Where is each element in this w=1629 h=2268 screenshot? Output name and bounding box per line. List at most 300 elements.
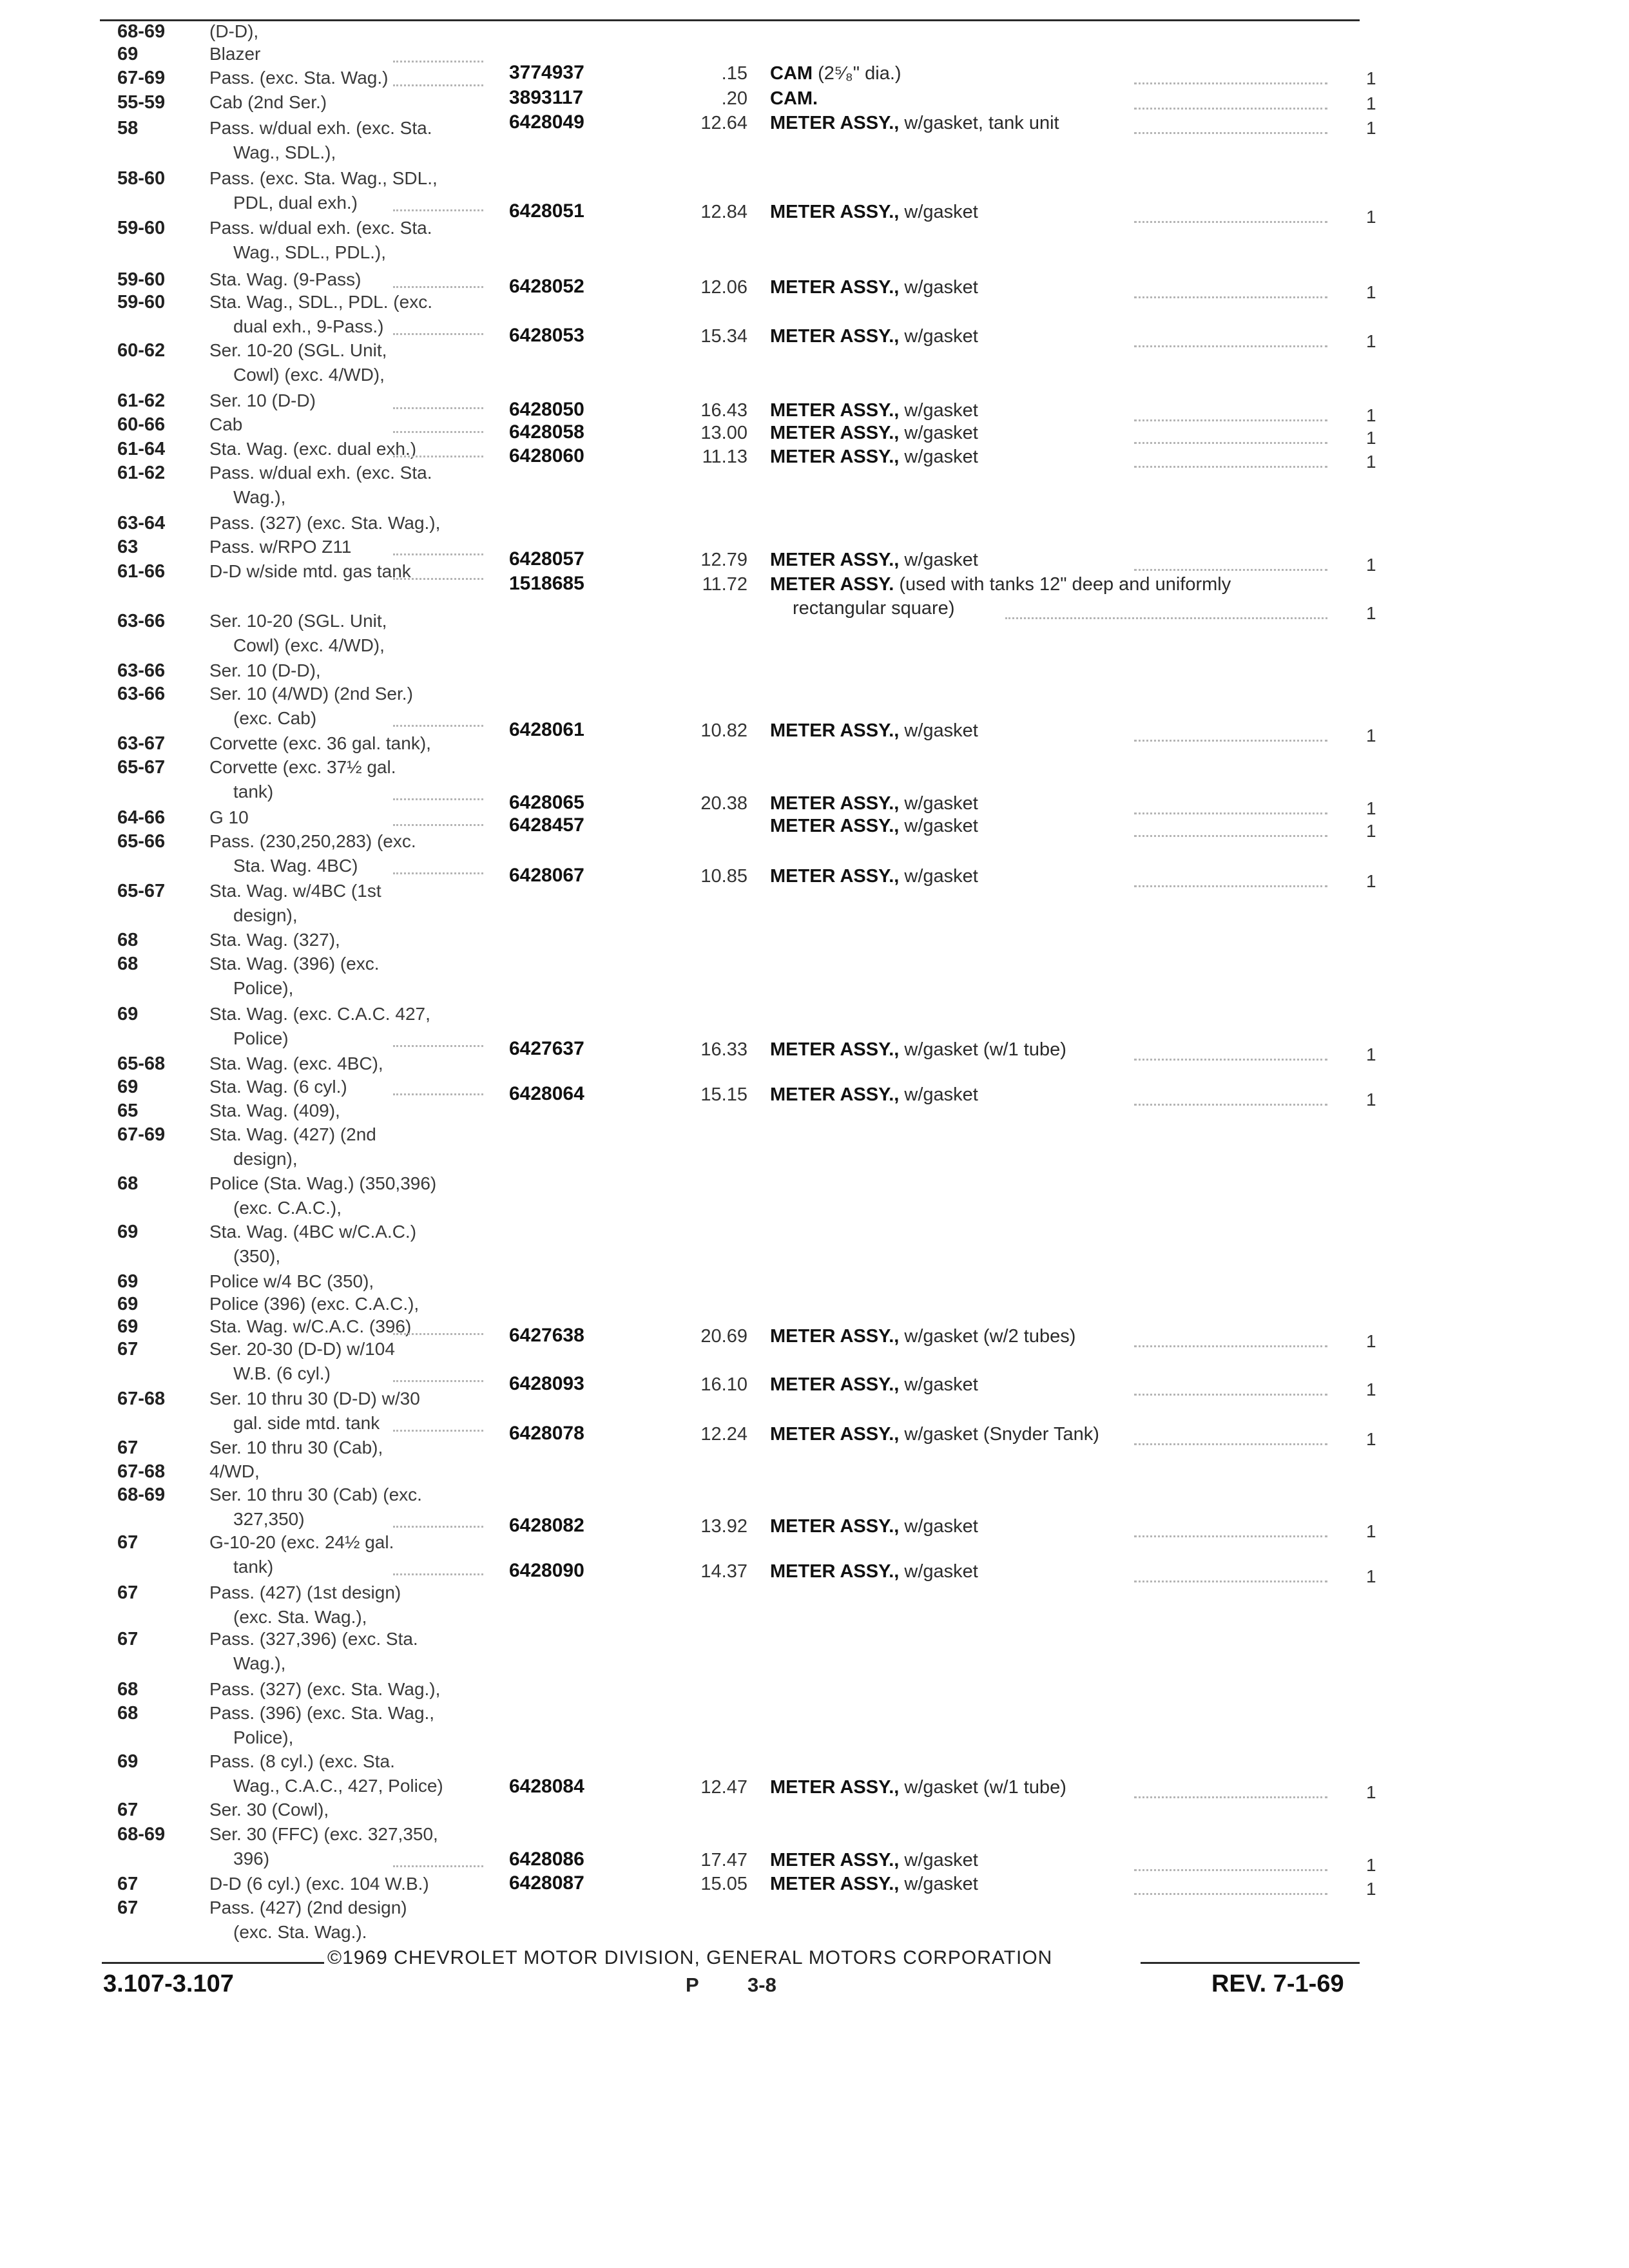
model-years: 68-69 <box>117 1485 166 1505</box>
application: Ser. 30 (Cowl), <box>209 1800 329 1820</box>
part-description <box>770 448 978 466</box>
list-price: 20.38 <box>700 793 747 814</box>
part-name: CAM. <box>770 88 818 109</box>
description-leader-dots <box>1134 1869 1327 1871</box>
application-leader-dots <box>393 1380 483 1382</box>
model-years: 61-66 <box>117 561 166 582</box>
application-leader-dots <box>393 431 483 433</box>
description-leader-dots <box>1134 82 1327 84</box>
list-price: 10.82 <box>700 720 747 741</box>
footer-rule-right <box>1141 1962 1360 1964</box>
part-number: 6428049 <box>509 111 584 133</box>
quantity: 1 <box>1366 821 1376 841</box>
application-leader-dots <box>393 578 483 580</box>
list-price: 20.69 <box>700 1326 747 1347</box>
application-continued: Police), <box>233 1727 294 1747</box>
copyright-line: ©1969 CHEVROLET MOTOR DIVISION, GENERAL MOTORS CORPORATION <box>327 1947 1053 1968</box>
part-name: METER ASSY., <box>770 1424 900 1445</box>
application: Blazer <box>209 44 261 64</box>
application-continued: Wag., SDL., PDL.), <box>233 242 387 262</box>
application: Police (396) (exc. C.A.C.), <box>209 1294 419 1314</box>
part-detail: w/gasket (w/1 tube) <box>899 1039 1066 1060</box>
application: Pass. (8 cyl.) (exc. Sta. <box>209 1751 395 1771</box>
part-number: 6428087 <box>509 1872 584 1894</box>
quantity: 1 <box>1366 1044 1376 1064</box>
model-years: 65-67 <box>117 881 166 901</box>
model-years: 69 <box>117 1294 139 1314</box>
description-leader-dots <box>1134 1535 1327 1537</box>
application-continued: Police), <box>233 978 294 998</box>
model-years: 60-62 <box>117 340 166 361</box>
application-continued: Cowl) (exc. 4/WD), <box>233 635 385 655</box>
application-continued: Police) <box>233 1028 289 1048</box>
application-continued: dual exh., 9-Pass.) <box>233 316 384 336</box>
description-leader-dots <box>1134 1796 1327 1798</box>
revision-date: REV. 7-1-69 <box>1211 1970 1344 1997</box>
quantity: 1 <box>1366 1879 1376 1899</box>
application: Ser. 10 thru 30 (Cab) (exc. <box>209 1485 422 1504</box>
model-years: 69 <box>117 44 139 64</box>
part-number: 6428067 <box>509 865 584 886</box>
model-years: 67 <box>117 1629 139 1649</box>
part-description <box>770 575 1231 594</box>
list-price: 13.00 <box>700 423 747 443</box>
part-number: 6428061 <box>509 719 584 740</box>
application: Ser. 20-30 (D-D) w/104 <box>209 1339 395 1359</box>
application-leader-dots <box>393 872 483 874</box>
description-leader-dots <box>1134 1893 1327 1895</box>
application: Cab (2nd Ser.) <box>209 92 327 112</box>
application: Ser. 30 (FFC) (exc. 327,350, <box>209 1824 438 1844</box>
part-name: METER ASSY., <box>770 1777 900 1798</box>
application: Ser. 10 (D-D) <box>209 390 316 410</box>
model-years: 67-69 <box>117 1124 166 1145</box>
application: Ser. 10 (D-D), <box>209 660 321 680</box>
quantity: 1 <box>1366 555 1376 575</box>
application-continued: Wag., C.A.C., 427, Police) <box>233 1776 443 1796</box>
application: Sta. Wag. w/C.A.C. (396) <box>209 1316 412 1336</box>
application: Pass. (exc. Sta. Wag., SDL., <box>209 168 438 188</box>
application: Ser. 10 thru 30 (D-D) w/30 <box>209 1389 420 1408</box>
application-continued: (exc. Sta. Wag.). <box>233 1922 367 1942</box>
part-detail: w/gasket <box>899 1561 978 1582</box>
part-name: METER ASSY., <box>770 720 900 741</box>
part-number: 6428065 <box>509 792 584 813</box>
application-leader-dots <box>393 456 483 457</box>
part-number: 6428084 <box>509 1776 584 1797</box>
section-code: 3.107-3.107 <box>103 1970 234 1997</box>
model-years: 63-66 <box>117 611 166 631</box>
model-years: 59-60 <box>117 292 166 312</box>
application-leader-dots <box>393 84 483 86</box>
part-name: METER ASSY., <box>770 1039 900 1060</box>
model-years: 68-69 <box>117 21 166 42</box>
part-detail: (used with tanks 12" deep and uniformly <box>894 574 1231 595</box>
part-number: 6428078 <box>509 1423 584 1444</box>
application-continued: 396) <box>233 1849 270 1869</box>
part-description-continued: rectangular square) <box>793 598 955 619</box>
quantity: 1 <box>1366 1855 1376 1875</box>
description-leader-dots <box>1134 108 1327 110</box>
application-continued: PDL, dual exh.) <box>233 193 358 213</box>
part-detail: w/gasket <box>899 1084 978 1105</box>
application: Cab <box>209 414 243 434</box>
model-years: 63-64 <box>117 513 166 533</box>
application-continued: (exc. C.A.C.), <box>233 1198 342 1218</box>
description-leader-dots <box>1134 569 1327 571</box>
model-years: 68 <box>117 1703 139 1724</box>
application-leader-dots <box>393 1865 483 1867</box>
description-leader-dots <box>1134 1394 1327 1396</box>
quantity: 1 <box>1366 1521 1376 1541</box>
application-leader-dots <box>393 1430 483 1432</box>
application: Pass. (427) (1st design) <box>209 1582 401 1602</box>
part-detail: w/gasket <box>899 326 978 347</box>
model-years: 63-67 <box>117 733 166 754</box>
part-description <box>770 1041 1066 1059</box>
application-continued: tank) <box>233 782 274 802</box>
quantity: 1 <box>1366 428 1376 448</box>
part-detail: w/gasket <box>899 400 978 421</box>
application: Ser. 10 thru 30 (Cab), <box>209 1437 383 1457</box>
description-leader-dots <box>1134 296 1327 298</box>
application: Corvette (exc. 36 gal. tank), <box>209 733 431 753</box>
list-price: 14.37 <box>700 1561 747 1582</box>
top-rule <box>100 19 1360 21</box>
description-leader-dots <box>1134 812 1327 814</box>
part-number: 6428064 <box>509 1083 584 1104</box>
application-leader-dots <box>393 286 483 288</box>
part-description <box>770 1086 978 1104</box>
part-number: 3893117 <box>509 87 584 108</box>
part-description <box>770 867 978 886</box>
part-description <box>770 1327 1075 1346</box>
part-name: METER ASSY., <box>770 423 900 443</box>
model-years: 67-68 <box>117 1461 166 1482</box>
part-detail: w/gasket <box>899 1874 978 1894</box>
model-years: 63-66 <box>117 684 166 704</box>
part-detail: w/gasket <box>899 277 978 298</box>
model-years: 65 <box>117 1100 139 1121</box>
part-number: 3774937 <box>509 62 584 83</box>
part-detail: w/gasket <box>899 447 978 467</box>
application-continued: Sta. Wag. 4BC) <box>233 856 358 876</box>
description-leader-dots <box>1134 442 1327 444</box>
model-years: 67 <box>117 1898 139 1918</box>
part-detail: w/gasket (w/2 tubes) <box>899 1326 1076 1347</box>
quantity: 1 <box>1366 207 1376 227</box>
part-detail: (2⁵⁄₈" dia.) <box>813 63 901 84</box>
application: Sta. Wag., SDL., PDL. (exc. <box>209 292 432 312</box>
description-leader-dots <box>1134 1345 1327 1347</box>
part-number: 6428060 <box>509 445 584 466</box>
quantity: 1 <box>1366 1429 1376 1449</box>
application-continued: Wag., SDL.), <box>233 142 336 162</box>
part-description <box>770 1562 978 1581</box>
application: Sta. Wag. (exc. 4BC), <box>209 1053 383 1073</box>
list-price: 17.47 <box>700 1850 747 1870</box>
application: Pass. (396) (exc. Sta. Wag., <box>209 1703 435 1723</box>
part-name: METER ASSY., <box>770 1850 900 1870</box>
application-leader-dots <box>393 1045 483 1047</box>
quantity: 1 <box>1366 331 1376 351</box>
model-years: 67 <box>117 1874 139 1894</box>
part-detail: w/gasket <box>899 423 978 443</box>
application-continued: (exc. Sta. Wag.), <box>233 1607 367 1627</box>
list-price: 10.85 <box>700 866 747 887</box>
quantity: 1 <box>1366 603 1376 623</box>
part-number: 6428051 <box>509 200 584 222</box>
part-name: METER ASSY., <box>770 400 900 421</box>
application: Sta. Wag. (6 cyl.) <box>209 1077 347 1097</box>
model-years: 69 <box>117 1077 139 1097</box>
application-leader-dots <box>393 1093 483 1095</box>
list-price: 12.47 <box>700 1777 747 1798</box>
description-leader-dots <box>1134 1104 1327 1106</box>
part-name: METER ASSY., <box>770 113 900 133</box>
part-description <box>770 1376 978 1394</box>
model-years: 67-69 <box>117 68 166 88</box>
application-leader-dots <box>393 209 483 211</box>
model-years: 59-60 <box>117 269 166 290</box>
part-description <box>770 817 978 836</box>
description-leader-dots <box>1134 132 1327 134</box>
part-number: 6428058 <box>509 421 584 443</box>
part-detail: w/gasket <box>899 720 978 741</box>
part-name: METER ASSY., <box>770 793 900 814</box>
list-price: 12.64 <box>700 113 747 133</box>
quantity: 1 <box>1366 871 1376 891</box>
model-years: 68 <box>117 930 139 950</box>
application-continued: design), <box>233 1149 298 1169</box>
list-price: 12.84 <box>700 202 747 222</box>
part-number: 6428057 <box>509 548 584 570</box>
part-detail: w/gasket <box>899 1374 978 1395</box>
application-leader-dots <box>393 1526 483 1528</box>
page-letter: P <box>686 1974 699 1996</box>
list-price: 16.33 <box>700 1039 747 1060</box>
model-years: 67 <box>117 1339 139 1360</box>
part-number: 6428082 <box>509 1515 584 1536</box>
application: Sta. Wag. (409), <box>209 1100 340 1120</box>
model-years: 61-62 <box>117 390 166 411</box>
application: Sta. Wag. (396) (exc. <box>209 954 380 974</box>
part-name: METER ASSY., <box>770 326 900 347</box>
list-price: 12.79 <box>700 550 747 570</box>
application: Ser. 10 (4/WD) (2nd Ser.) <box>209 684 413 704</box>
application-leader-dots <box>393 553 483 555</box>
application-leader-dots <box>393 725 483 727</box>
application-continued: W.B. (6 cyl.) <box>233 1363 331 1383</box>
application: Ser. 10-20 (SGL. Unit, <box>209 611 387 631</box>
model-years: 67 <box>117 1800 139 1820</box>
quantity: 1 <box>1366 798 1376 818</box>
quantity: 1 <box>1366 1090 1376 1110</box>
part-name: METER ASSY., <box>770 1874 900 1894</box>
model-years: 61-62 <box>117 463 166 483</box>
part-description <box>770 424 978 443</box>
application-continued: Wag.), <box>233 487 286 507</box>
part-description <box>770 1875 978 1894</box>
model-years: 68 <box>117 1173 139 1194</box>
list-price: 15.05 <box>700 1874 747 1894</box>
model-years: 63-66 <box>117 660 166 681</box>
list-price: 16.43 <box>700 400 747 421</box>
model-years: 67 <box>117 1582 139 1603</box>
model-years: 67 <box>117 1532 139 1553</box>
part-name: METER ASSY., <box>770 1374 900 1395</box>
part-detail: w/gasket <box>899 816 978 836</box>
part-description <box>770 203 978 222</box>
quantity: 1 <box>1366 118 1376 138</box>
application: Pass. (230,250,283) (exc. <box>209 831 416 851</box>
application-leader-dots <box>393 824 483 826</box>
application: D-D (6 cyl.) (exc. 104 W.B.) <box>209 1874 429 1894</box>
application-continued: 327,350) <box>233 1509 305 1529</box>
application: Sta. Wag. (exc. C.A.C. 427, <box>209 1004 430 1024</box>
application: Sta. Wag. (exc. dual exh.) <box>209 439 417 459</box>
application: G-10-20 (exc. 24½ gal. <box>209 1532 394 1552</box>
part-name: METER ASSY., <box>770 550 900 570</box>
list-price: 12.06 <box>700 277 747 298</box>
part-detail: w/gasket, tank unit <box>899 113 1059 133</box>
part-detail: w/gasket <box>899 793 978 814</box>
model-years: 61-64 <box>117 439 166 459</box>
quantity: 1 <box>1366 68 1376 88</box>
application: Pass. (327) (exc. Sta. Wag.), <box>209 1679 441 1699</box>
model-years: 68 <box>117 1679 139 1700</box>
model-years: 63 <box>117 537 139 557</box>
application-continued: tank) <box>233 1557 274 1577</box>
part-name: METER ASSY., <box>770 866 900 887</box>
quantity: 1 <box>1366 1379 1376 1399</box>
part-number: 6428052 <box>509 276 584 297</box>
part-description <box>770 64 901 83</box>
list-price: .20 <box>721 88 747 109</box>
model-years: 67 <box>117 1437 139 1458</box>
application: Pass. w/dual exh. (exc. Sta. <box>209 218 432 238</box>
part-number: 6428050 <box>509 399 584 420</box>
part-detail: w/gasket (w/1 tube) <box>899 1777 1066 1798</box>
description-leader-dots <box>1134 1443 1327 1445</box>
part-description <box>770 90 818 108</box>
list-price: 11.13 <box>702 447 747 467</box>
description-leader-dots <box>1005 617 1327 619</box>
application-continued: (exc. Cab) <box>233 708 317 728</box>
part-description <box>770 551 978 570</box>
part-name: METER ASSY., <box>770 202 900 222</box>
model-years: 65-66 <box>117 831 166 852</box>
application-continued: gal. side mtd. tank <box>233 1413 380 1433</box>
part-name: CAM <box>770 63 813 84</box>
model-years: 59-60 <box>117 218 166 238</box>
part-name: METER ASSY., <box>770 1561 900 1582</box>
part-detail: w/gasket (Snyder Tank) <box>899 1424 1099 1445</box>
part-number: 6427638 <box>509 1325 584 1346</box>
list-price: 12.24 <box>700 1424 747 1445</box>
part-detail: w/gasket <box>899 550 978 570</box>
application: Sta. Wag. (427) (2nd <box>209 1124 376 1144</box>
page-number: 3-8 <box>747 1974 776 1996</box>
application-leader-dots <box>393 1333 483 1335</box>
part-description <box>770 327 978 346</box>
application: Police w/4 BC (350), <box>209 1271 374 1291</box>
footer-rule-left <box>102 1962 324 1964</box>
part-number: 6428090 <box>509 1560 584 1581</box>
model-years: 58 <box>117 118 139 139</box>
model-years: 67-68 <box>117 1389 166 1409</box>
model-years: 58-60 <box>117 168 166 189</box>
application-continued: Wag.), <box>233 1653 286 1673</box>
model-years: 68 <box>117 954 139 974</box>
description-leader-dots <box>1134 740 1327 742</box>
description-leader-dots <box>1134 835 1327 837</box>
application: Pass. (exc. Sta. Wag.) <box>209 68 389 88</box>
list-price: 15.15 <box>700 1084 747 1105</box>
part-name: METER ASSY., <box>770 816 900 836</box>
description-leader-dots <box>1134 221 1327 223</box>
part-name: METER ASSY., <box>770 447 900 467</box>
application: Sta. Wag. (9-Pass) <box>209 269 361 289</box>
application: G 10 <box>209 807 249 827</box>
application-leader-dots <box>393 407 483 409</box>
quantity: 1 <box>1366 1782 1376 1802</box>
application: (D-D), <box>209 21 259 41</box>
part-number: 6428086 <box>509 1849 584 1870</box>
application: Pass. (327,396) (exc. Sta. <box>209 1629 418 1649</box>
description-leader-dots <box>1134 419 1327 421</box>
application: Pass. w/dual exh. (exc. Sta. <box>209 463 432 483</box>
part-description <box>770 401 978 420</box>
part-number: 1518685 <box>509 573 584 594</box>
application-continued: (350), <box>233 1246 281 1266</box>
part-detail: w/gasket <box>899 1516 978 1537</box>
part-description <box>770 114 1059 133</box>
quantity: 1 <box>1366 405 1376 425</box>
application: Police (Sta. Wag.) (350,396) <box>209 1173 437 1193</box>
application: 4/WD, <box>209 1461 260 1481</box>
application-leader-dots <box>393 61 483 62</box>
list-price: 16.10 <box>700 1374 747 1395</box>
application: Pass. (427) (2nd design) <box>209 1898 407 1917</box>
part-description <box>770 722 978 740</box>
model-years: 64-66 <box>117 807 166 828</box>
list-price: 11.72 <box>702 574 747 595</box>
part-name: METER ASSY., <box>770 1326 900 1347</box>
part-description <box>770 1851 978 1870</box>
part-number: 6427637 <box>509 1038 584 1059</box>
part-name: METER ASSY., <box>770 1084 900 1105</box>
application: Corvette (exc. 37½ gal. <box>209 757 396 777</box>
application: Pass. w/RPO Z11 <box>209 537 352 557</box>
list-price: 15.34 <box>700 326 747 347</box>
application-leader-dots <box>393 1573 483 1575</box>
part-detail: w/gasket <box>899 1850 978 1870</box>
part-description <box>770 1517 978 1536</box>
application: Ser. 10-20 (SGL. Unit, <box>209 340 387 360</box>
model-years: 69 <box>117 1316 139 1337</box>
part-detail: w/gasket <box>899 202 978 222</box>
model-years: 60-66 <box>117 414 166 435</box>
model-years: 69 <box>117 1271 139 1292</box>
part-description <box>770 1778 1066 1797</box>
description-leader-dots <box>1134 885 1327 887</box>
part-number: 6428053 <box>509 325 584 346</box>
list-price: .15 <box>721 63 747 84</box>
part-number: 6428093 <box>509 1373 584 1394</box>
part-name: METER ASSY. <box>770 574 894 595</box>
list-price: 13.92 <box>700 1516 747 1537</box>
